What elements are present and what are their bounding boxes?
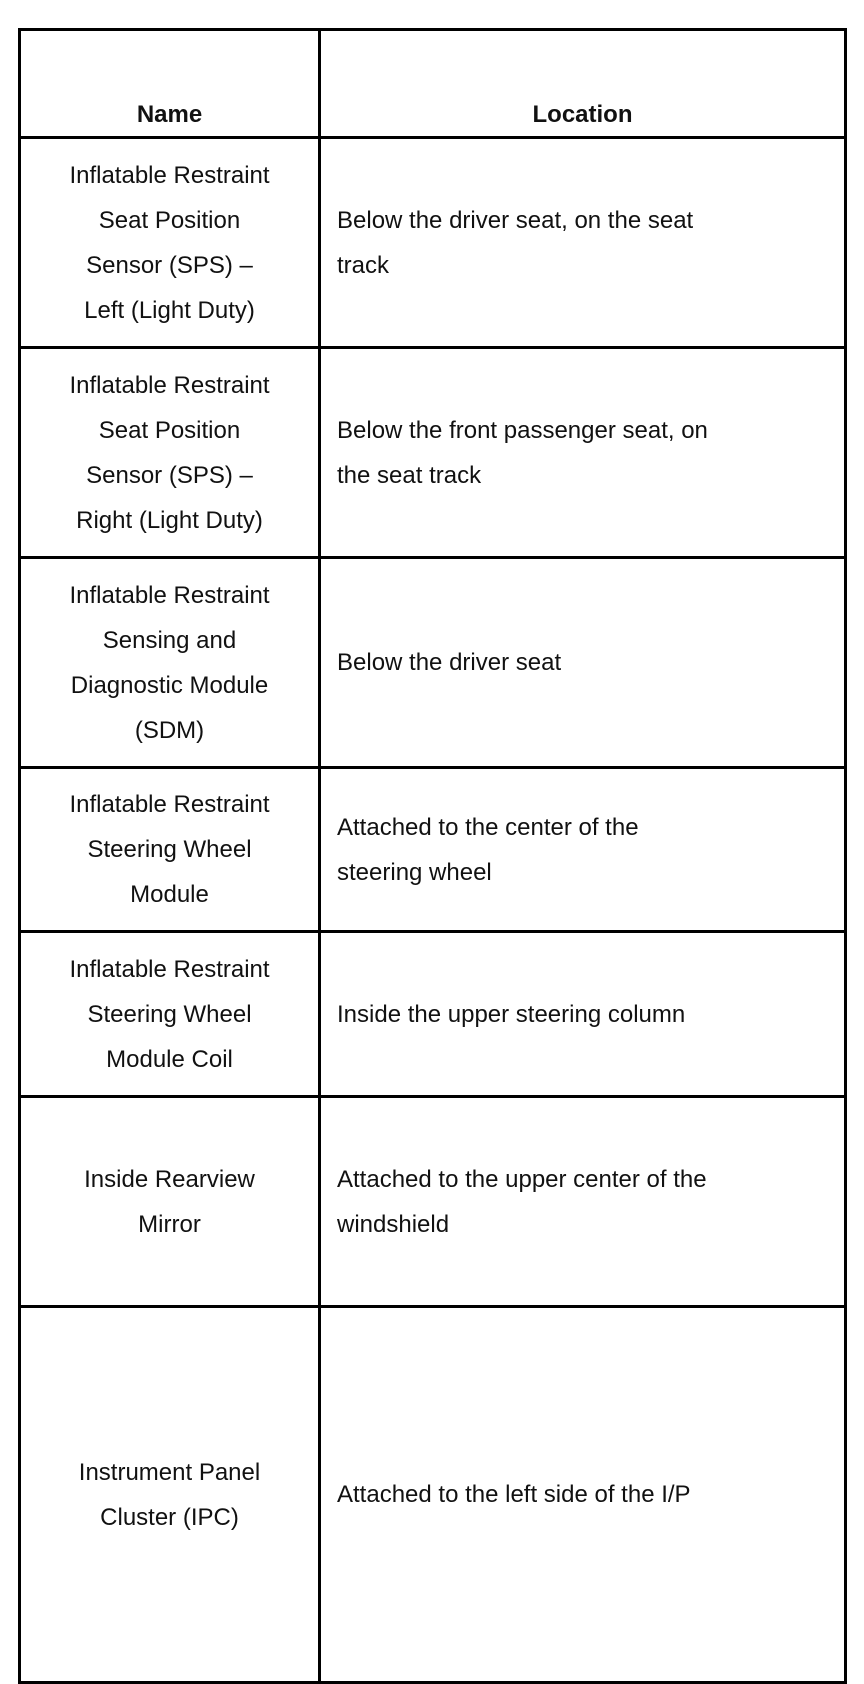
name-line: (SDM) (134, 716, 205, 744)
name-line: Inside Rearview (84, 1165, 255, 1193)
location-line: track (337, 251, 390, 279)
name-line: Inflatable Restraint (69, 581, 270, 609)
location-cell (320, 768, 846, 932)
name-cell (20, 348, 320, 558)
component-location-table (18, 28, 847, 1684)
location-cell (320, 558, 846, 768)
location-line: Inside the upper steering column (337, 1000, 686, 1028)
table-row (20, 932, 846, 1097)
name-cell (20, 138, 320, 348)
table-row (20, 348, 846, 558)
location-line: Below the driver seat (337, 649, 562, 676)
name-line: Mirror (138, 1210, 201, 1238)
name-line: Inflatable Restraint (69, 791, 270, 818)
table-row (20, 138, 846, 348)
location-cell (320, 1307, 846, 1683)
table-row (20, 1307, 846, 1683)
name-cell (20, 558, 320, 768)
location-line: Below the front passenger seat, on (337, 416, 708, 444)
name-line: Sensor (SPS) – (86, 461, 253, 489)
location-line: Attached to the upper center of the (337, 1165, 707, 1193)
location-line: the seat track (337, 461, 482, 489)
location-cell (320, 1097, 846, 1307)
header-row (20, 30, 846, 138)
header-location: Location (320, 30, 846, 138)
name-line: Steering Wheel (87, 836, 252, 863)
name-line: Left (Light Duty) (84, 296, 255, 324)
name-line: Inflatable Restraint (69, 161, 270, 189)
table-row (20, 768, 846, 932)
name-line: Sensor (SPS) – (86, 251, 253, 279)
location-cell (320, 932, 846, 1097)
name-line: Right (Light Duty) (76, 506, 263, 534)
name-cell (20, 768, 320, 932)
name-line: Module (130, 881, 209, 908)
name-line: Steering Wheel (87, 1000, 252, 1028)
name-line: Module Coil (106, 1045, 233, 1073)
name-cell (20, 932, 320, 1097)
header-name: Name (20, 30, 320, 138)
name-line: Seat Position (98, 416, 241, 444)
name-line: Diagnostic Module (70, 671, 269, 699)
name-line: Sensing and (102, 626, 237, 654)
location-cell (320, 348, 846, 558)
name-cell (20, 1097, 320, 1307)
location-line: steering wheel (337, 858, 492, 886)
name-line: Inflatable Restraint (69, 955, 270, 983)
name-line: Inflatable Restraint (69, 371, 270, 399)
table-row (20, 1097, 846, 1307)
location-cell (320, 138, 846, 348)
location-line: Below the driver seat, on the seat (337, 206, 694, 234)
location-line: Attached to the center of the (337, 813, 639, 841)
name-cell (20, 1307, 320, 1683)
table-row (20, 558, 846, 768)
name-line: Instrument Panel (78, 1458, 261, 1486)
location-line: Attached to the left side of the I/P (337, 1481, 691, 1508)
name-line: Seat Position (98, 206, 241, 234)
name-line: Cluster (IPC) (100, 1503, 239, 1531)
location-line: windshield (337, 1210, 450, 1238)
